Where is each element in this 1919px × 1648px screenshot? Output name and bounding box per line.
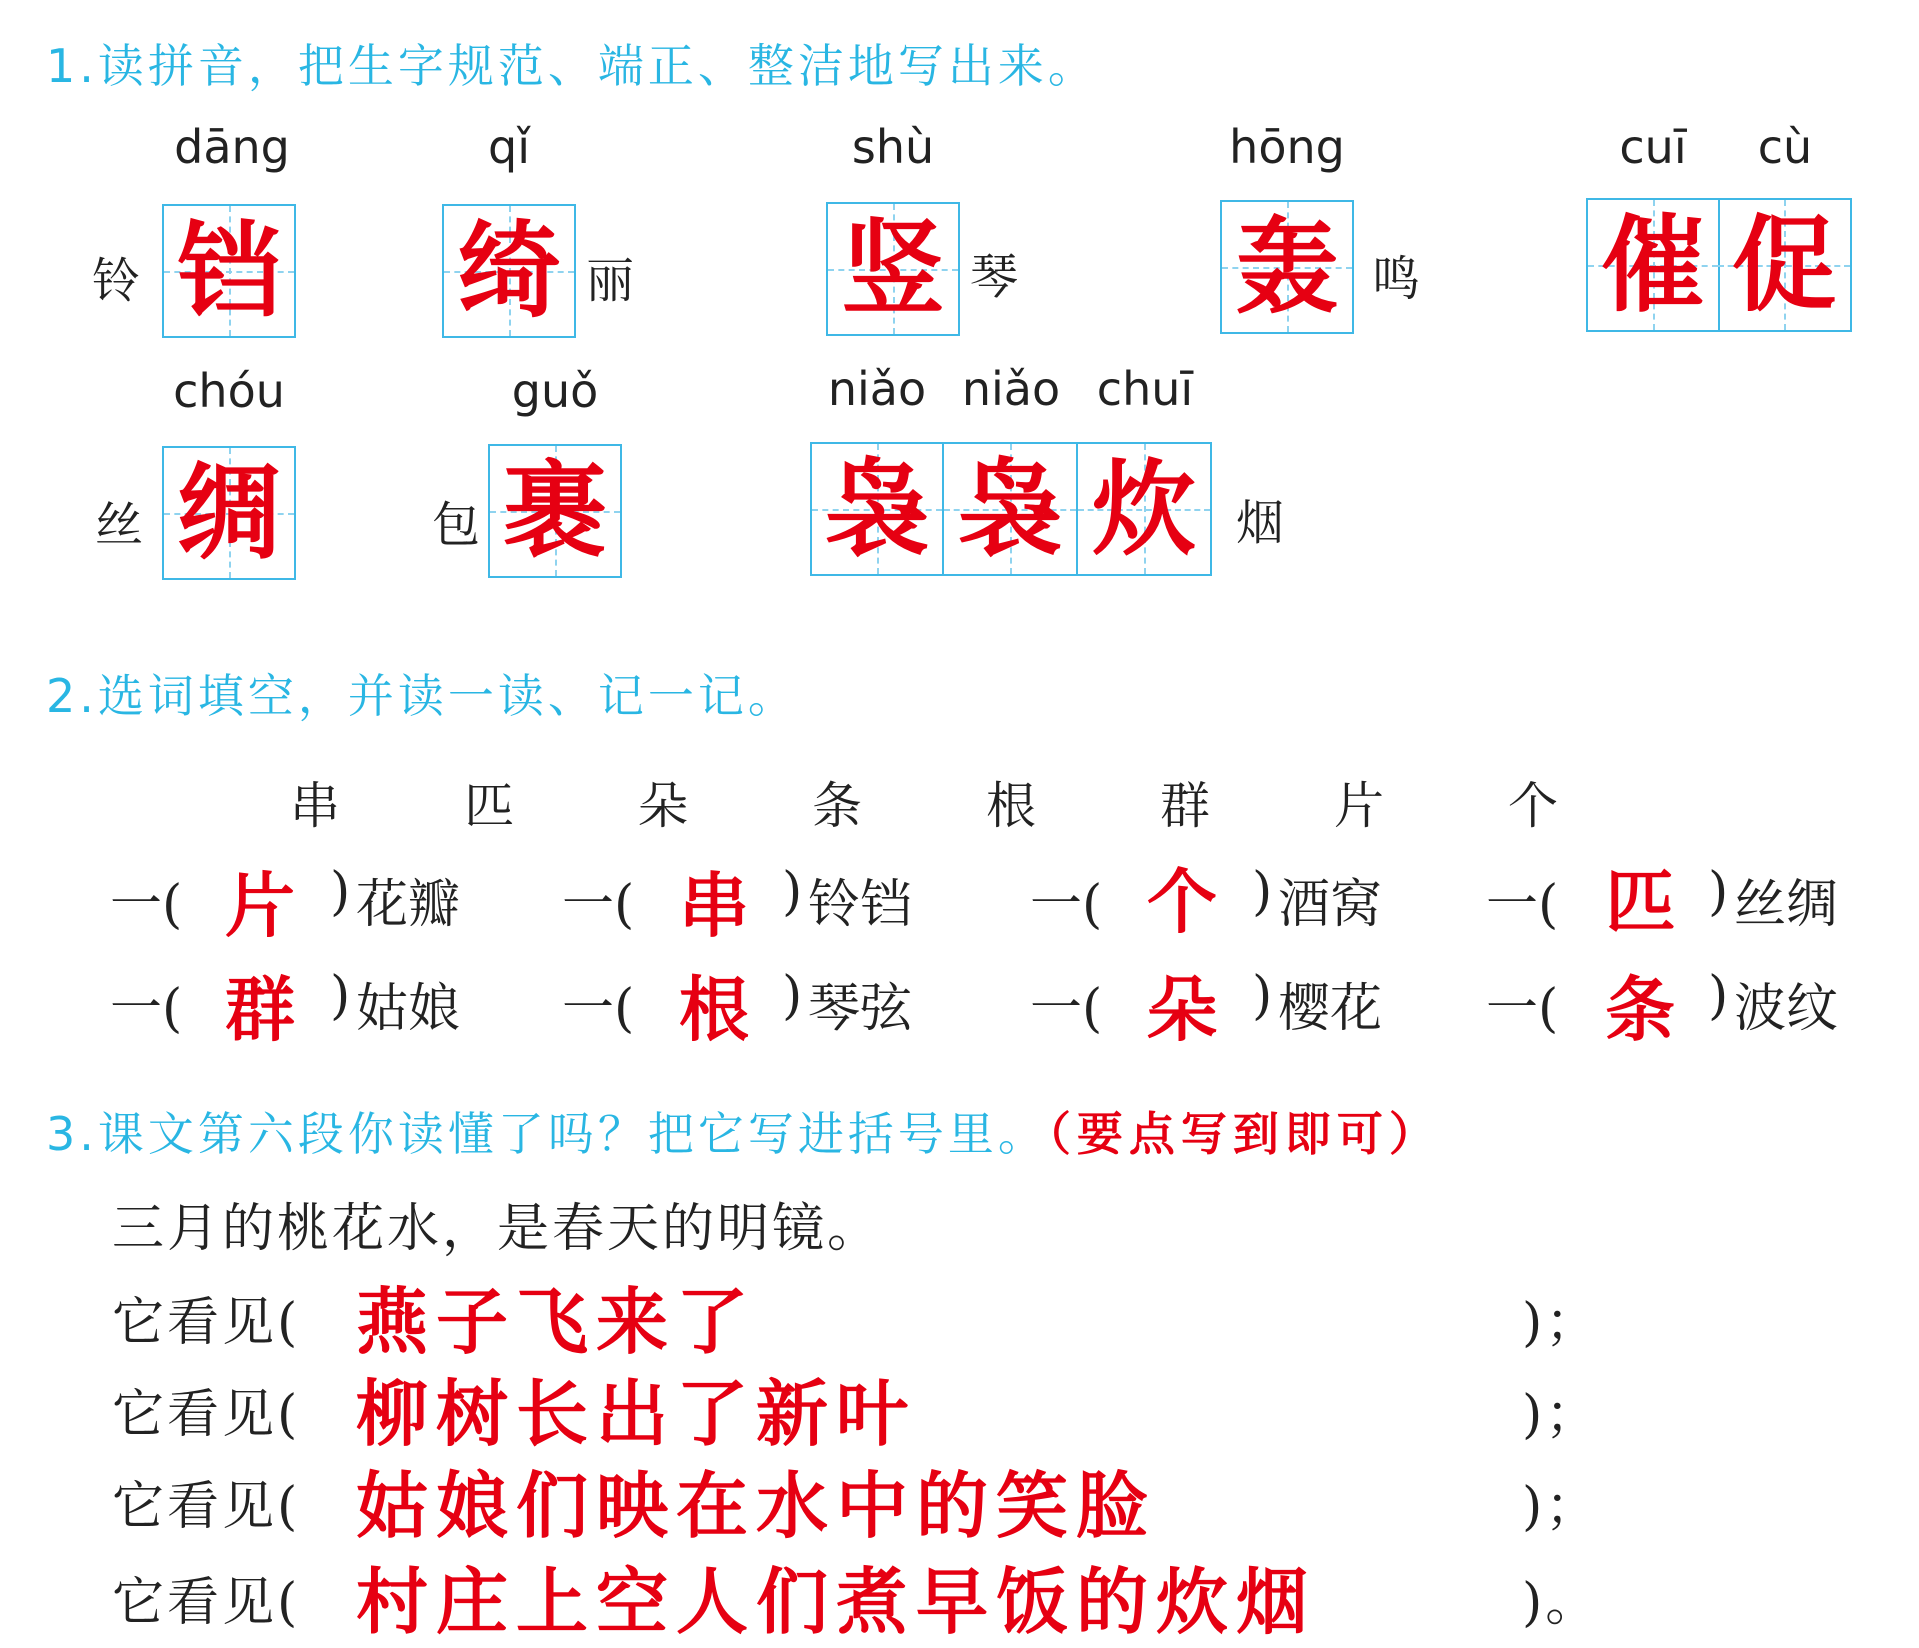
writing-box-niao-2: [944, 442, 1078, 576]
fill-prefix: 一(: [1486, 875, 1559, 935]
fill-suffix: ): [782, 862, 803, 922]
writing-box-chou: [162, 446, 296, 580]
fill-suffix: ): [1708, 862, 1729, 922]
fill-suffix: ): [1252, 862, 1273, 922]
answer-char: 促: [1731, 203, 1836, 326]
word-bank-item: 串: [290, 777, 340, 835]
fill-answer: 串: [679, 864, 749, 947]
fill-noun: 琴弦: [808, 979, 913, 1039]
fill-prefix: 一(: [110, 875, 183, 935]
line-answer: 姑娘们映在水中的笑脸: [356, 1463, 1157, 1548]
line-lead: 它看见(: [112, 1293, 301, 1353]
fill-answer: 群: [225, 968, 295, 1051]
answer-char: 炊: [1091, 447, 1196, 570]
line-answer: 燕子飞来了: [356, 1279, 757, 1364]
fill-answer: 个: [1147, 860, 1217, 943]
line-answer: 村庄上空人们煮早饭的炊烟: [356, 1559, 1317, 1644]
fill-prefix: 一(: [562, 979, 635, 1039]
pinyin-cu: cù: [1757, 120, 1813, 174]
writing-box-dang: [162, 204, 296, 338]
context-char-yan: 烟: [1236, 495, 1285, 551]
fill-answer: 条: [1605, 968, 1675, 1051]
word-bank-item: 根: [986, 777, 1036, 835]
pinyin-qi: qǐ: [488, 120, 530, 174]
fill-noun: 铃铛: [808, 875, 913, 935]
answer-char: 袅: [824, 447, 929, 570]
fill-noun: 姑娘: [356, 979, 461, 1039]
pinyin-dang: dāng: [174, 120, 290, 174]
pinyin-hong: hōng: [1229, 120, 1345, 174]
context-char-qin: 琴: [970, 249, 1019, 305]
answer-char: 袅: [957, 447, 1062, 570]
answer-char: 催: [1600, 203, 1705, 326]
writing-box-chui: [1078, 442, 1212, 576]
line-end: )；: [1522, 1293, 1601, 1353]
word-bank-item: 条: [812, 777, 862, 835]
answer-char: 竖: [840, 207, 945, 330]
fill-prefix: 一(: [110, 979, 183, 1039]
fill-noun: 酒窝: [1278, 875, 1383, 935]
fill-noun: 樱花: [1278, 979, 1383, 1039]
line-end: )；: [1522, 1477, 1601, 1537]
pinyin-niao-2: niǎo: [961, 362, 1061, 416]
line-lead: 它看见(: [112, 1477, 301, 1537]
context-char-ling: 铃: [92, 253, 141, 309]
fill-suffix: ): [1252, 966, 1273, 1026]
writing-box-qi: [442, 204, 576, 338]
context-char-bao: 包: [432, 497, 481, 553]
question-3-title: [46, 1098, 1441, 1164]
fill-prefix: 一(: [1030, 875, 1103, 935]
pinyin-shu: shù: [851, 120, 935, 174]
question-2-title: 2.选词填空，并读一读、记一记。: [46, 669, 798, 723]
pinyin-chou: chóu: [173, 364, 285, 418]
writing-box-cu: [1718, 198, 1852, 332]
fill-noun: 丝绸: [1734, 875, 1839, 935]
pinyin-chui: chuī: [1096, 362, 1194, 416]
writing-box-niao-1: [810, 442, 944, 576]
intro-sentence: 三月的桃花水，是春天的明镜。: [112, 1199, 883, 1259]
line-lead: 它看见(: [112, 1385, 301, 1445]
writing-box-guo: [488, 444, 622, 578]
line-end: )；: [1522, 1385, 1601, 1445]
context-char-ming: 鸣: [1372, 251, 1421, 307]
context-char-si: 丝: [95, 497, 144, 553]
pinyin-cui: cuī: [1619, 120, 1687, 174]
word-bank-item: 片: [1334, 777, 1384, 835]
fill-answer: 片: [225, 864, 295, 947]
word-bank-item: 匹: [464, 777, 514, 835]
fill-noun: 花瓣: [356, 875, 461, 935]
fill-answer: 根: [679, 968, 749, 1051]
writing-box-cui: [1586, 198, 1720, 332]
answer-char: 绸: [176, 451, 281, 574]
fill-prefix: 一(: [1030, 979, 1103, 1039]
question-3-text: 3.课文第六段你读懂了吗？把它写进括号里。: [46, 1107, 1048, 1161]
context-char-li: 丽: [586, 253, 635, 309]
line-end: )。: [1522, 1573, 1601, 1633]
fill-answer: 朵: [1147, 968, 1217, 1051]
answer-char: 裹: [502, 449, 607, 572]
question-1-title: 1.读拼音，把生字规范、端正、整洁地写出来。: [46, 39, 1098, 93]
fill-prefix: 一(: [1486, 979, 1559, 1039]
question-3-note: （要点写到即可）: [1047, 1107, 1441, 1161]
writing-box-shu: [826, 202, 960, 336]
answer-char: 铛: [176, 209, 281, 332]
word-bank-item: 个: [1508, 777, 1558, 835]
word-bank-item: 朵: [638, 777, 688, 835]
writing-box-hong: [1220, 200, 1354, 334]
word-bank-item: 群: [1160, 777, 1210, 835]
pinyin-niao-1: niǎo: [827, 362, 927, 416]
fill-suffix: ): [782, 966, 803, 1026]
fill-prefix: 一(: [562, 875, 635, 935]
answer-char: 轰: [1234, 205, 1339, 328]
fill-noun: 波纹: [1734, 979, 1839, 1039]
fill-suffix: ): [330, 862, 351, 922]
line-answer: 柳树长出了新叶: [356, 1371, 917, 1456]
line-lead: 它看见(: [112, 1573, 301, 1633]
fill-answer: 匹: [1605, 860, 1675, 943]
fill-suffix: ): [1708, 966, 1729, 1026]
answer-char: 绮: [456, 209, 561, 332]
fill-suffix: ): [330, 966, 351, 1026]
pinyin-guo: guǒ: [511, 364, 599, 418]
